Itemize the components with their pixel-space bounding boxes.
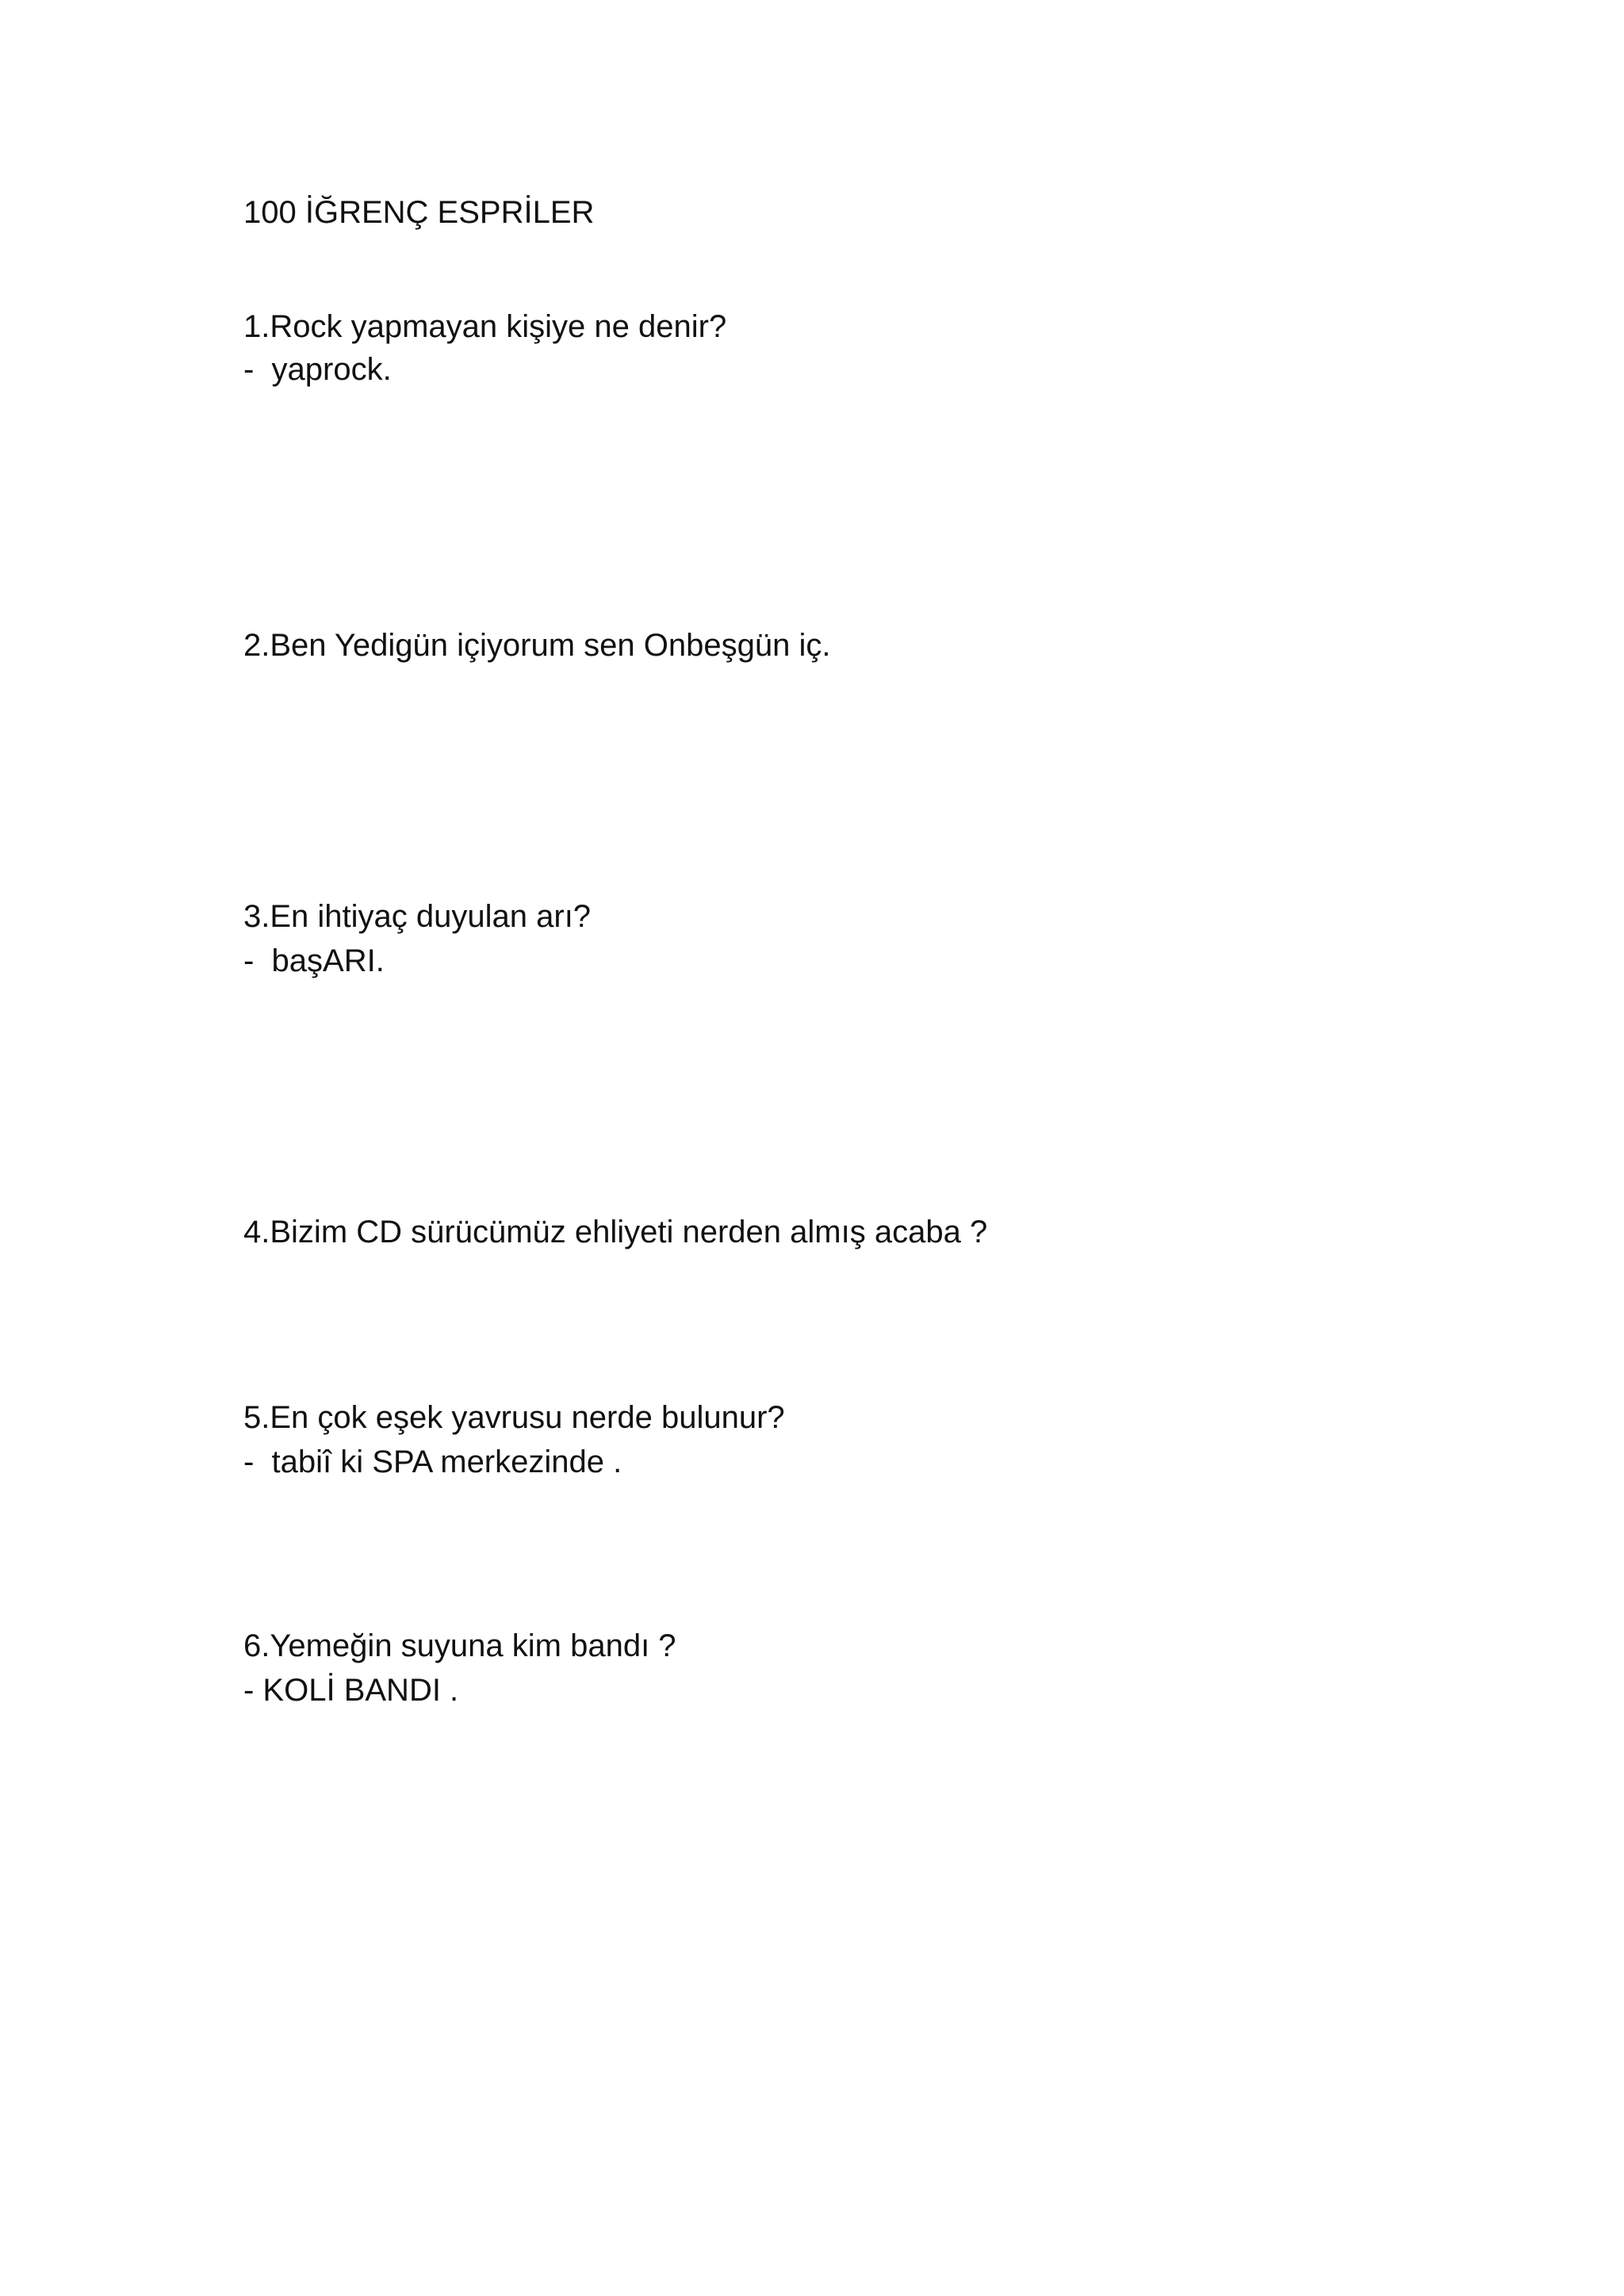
joke-1-question: 1.Rock yapmayan kişiye ne denir? [243, 309, 727, 344]
joke-6-question: 6.Yemeğin suyuna kim bandı ? [243, 1628, 676, 1663]
joke-4-question: 4.Bizim CD sürücümüz ehliyeti nerden almış acaba ? [243, 1215, 988, 1249]
joke-3-question: 3.En ihtiyaç duyulan arı? [243, 899, 592, 934]
joke-1-answer: - yaprock. [243, 352, 392, 387]
document-title: 100 İĞRENÇ ESPRİLER [243, 195, 595, 230]
joke-3-answer: - başARI. [243, 943, 385, 978]
joke-6-answer: - KOLİ BANDI . [243, 1673, 459, 1708]
joke-5-question: 5.En çok eşek yavrusu nerde bulunur? [243, 1400, 785, 1435]
joke-5-answer: - tabiî ki SPA merkezinde . [243, 1445, 622, 1479]
joke-2-question: 2.Ben Yedigün içiyorum sen Onbeşgün iç. [243, 628, 831, 663]
